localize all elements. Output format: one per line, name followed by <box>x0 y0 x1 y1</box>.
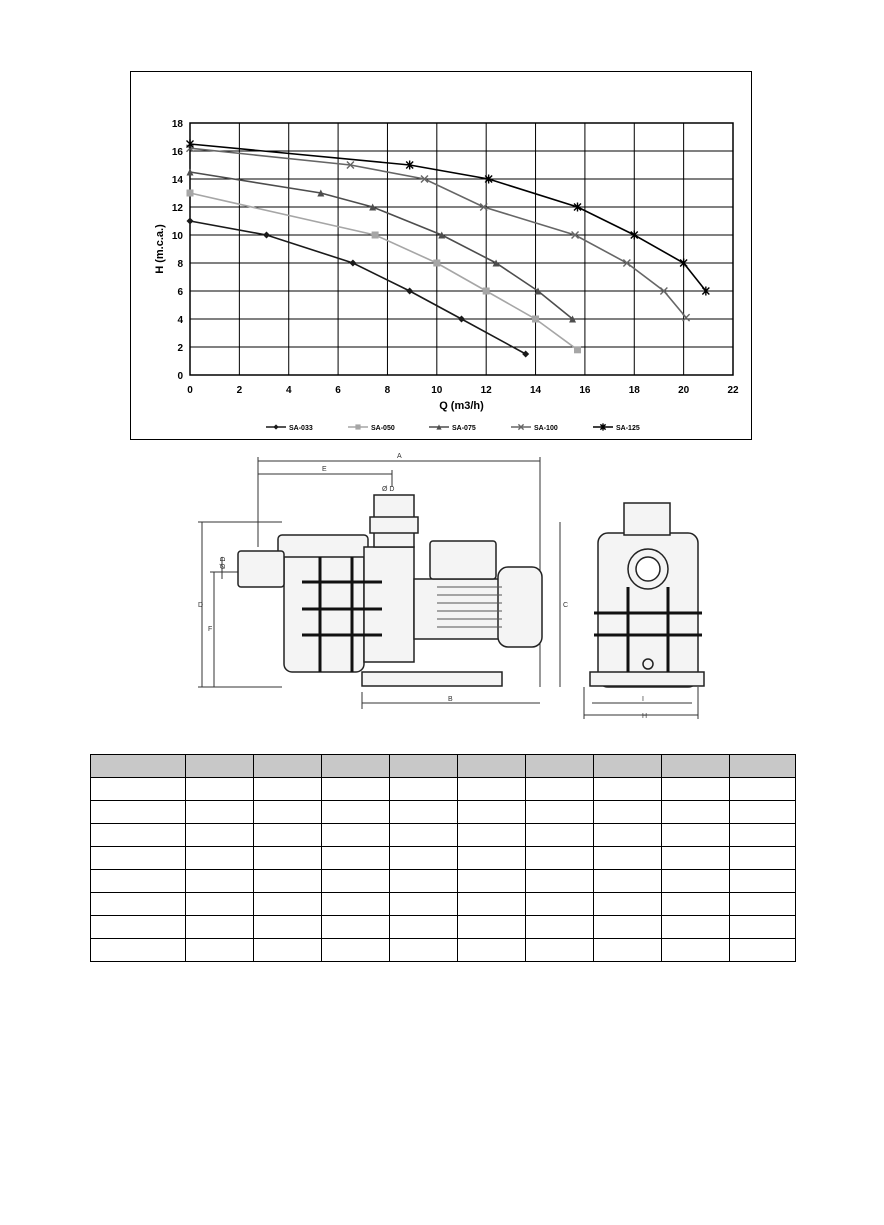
table-cell <box>186 778 254 801</box>
table-cell <box>254 870 322 893</box>
table-cell <box>526 847 594 870</box>
table-cell <box>390 939 458 962</box>
table-cell <box>91 893 186 916</box>
table-cell <box>254 916 322 939</box>
dim-label-f: F <box>208 626 213 633</box>
data-point-sa-050 <box>372 232 379 239</box>
table-cell <box>594 870 662 893</box>
table-cell <box>594 778 662 801</box>
y-tick-label: 16 <box>171 147 183 158</box>
table-cell <box>594 824 662 847</box>
dim-label-diam-left: Ø D <box>220 556 227 569</box>
table-cell <box>662 916 730 939</box>
x-tick-label: 6 <box>335 385 341 396</box>
dim-label-diam-top: Ø D <box>382 486 395 493</box>
table-cell <box>322 893 390 916</box>
legend-label: SA-050 <box>371 425 395 432</box>
table-cell <box>730 893 796 916</box>
x-tick-label: 4 <box>285 385 292 396</box>
table-cell <box>662 824 730 847</box>
table-cell <box>594 801 662 824</box>
dim-label-i: I <box>642 696 644 703</box>
legend-label: SA-125 <box>616 425 640 432</box>
table-row <box>91 847 796 870</box>
table-cell <box>458 893 526 916</box>
table-cell <box>186 847 254 870</box>
x-tick-label: 22 <box>727 385 739 396</box>
table-cell <box>91 916 186 939</box>
y-tick-label: 14 <box>171 175 183 186</box>
table-row <box>91 870 796 893</box>
table-row <box>91 778 796 801</box>
table-cell <box>322 778 390 801</box>
table-row <box>91 893 796 916</box>
table-cell <box>254 847 322 870</box>
table-cell <box>254 778 322 801</box>
table-cell <box>91 939 186 962</box>
table-cell <box>390 801 458 824</box>
table-cell <box>662 939 730 962</box>
table-cell <box>458 847 526 870</box>
table-cell <box>594 939 662 962</box>
performance-chart <box>130 71 752 440</box>
table-cell <box>322 801 390 824</box>
table-cell <box>730 916 796 939</box>
table-cell <box>662 755 730 778</box>
dim-label-a: A <box>397 453 402 460</box>
table-cell <box>186 893 254 916</box>
y-tick-label: 2 <box>177 343 183 354</box>
x-axis-label: Q (m3/h) <box>439 400 484 412</box>
x-tick-label: 8 <box>384 385 391 396</box>
table-cell <box>322 916 390 939</box>
pump-front-view <box>590 503 704 687</box>
table-cell <box>390 847 458 870</box>
table-cell <box>186 870 254 893</box>
plot-area <box>190 123 733 375</box>
chart-canvas <box>131 72 753 441</box>
table-cell <box>186 824 254 847</box>
table-cell <box>186 939 254 962</box>
x-tick-label: 2 <box>236 385 243 396</box>
table-cell <box>730 801 796 824</box>
table-cell <box>662 893 730 916</box>
x-tick-label: 10 <box>431 385 443 396</box>
table-cell <box>390 778 458 801</box>
table-cell <box>322 939 390 962</box>
y-tick-label: 8 <box>177 259 183 270</box>
table-cell <box>186 755 254 778</box>
x-tick-label: 0 <box>187 385 193 396</box>
table-cell <box>730 755 796 778</box>
table-cell <box>254 755 322 778</box>
pump-side-view <box>238 495 542 686</box>
dim-label-b: B <box>448 696 453 703</box>
table-row <box>91 824 796 847</box>
y-tick-label: 12 <box>171 203 183 214</box>
table-cell <box>662 870 730 893</box>
legend-marker <box>273 424 278 429</box>
table-row <box>91 755 796 778</box>
x-tick-label: 14 <box>529 385 542 396</box>
legend-marker <box>355 424 360 429</box>
table-cell <box>594 847 662 870</box>
y-tick-label: 6 <box>177 287 183 298</box>
table-cell <box>662 778 730 801</box>
y-axis-label: H (m.c.a.) <box>154 224 166 274</box>
table-cell <box>458 916 526 939</box>
table-cell <box>186 801 254 824</box>
data-point-sa-050 <box>532 316 539 323</box>
table-cell <box>390 824 458 847</box>
table-cell <box>322 755 390 778</box>
specification-table <box>90 754 796 962</box>
table-cell <box>390 893 458 916</box>
table-cell <box>254 801 322 824</box>
table-cell <box>594 755 662 778</box>
table-cell <box>730 824 796 847</box>
table-cell <box>458 939 526 962</box>
table-cell <box>730 847 796 870</box>
table-cell <box>594 916 662 939</box>
x-tick-label: 12 <box>480 385 492 396</box>
y-tick-label: 0 <box>177 371 183 382</box>
table-cell <box>458 824 526 847</box>
table-cell <box>458 801 526 824</box>
table-cell <box>91 755 186 778</box>
dim-label-e: E <box>322 466 327 473</box>
table-cell <box>91 801 186 824</box>
table-cell <box>91 870 186 893</box>
data-point-sa-050 <box>433 260 440 267</box>
table-cell <box>322 847 390 870</box>
table-cell <box>390 870 458 893</box>
table-cell <box>526 801 594 824</box>
legend-label: SA-075 <box>452 425 476 432</box>
table-cell <box>526 824 594 847</box>
x-tick-label: 18 <box>628 385 640 396</box>
table-cell <box>526 939 594 962</box>
legend-label: SA-100 <box>534 425 558 432</box>
pump-dimension-drawing <box>192 447 712 722</box>
table-cell <box>458 778 526 801</box>
table-row <box>91 916 796 939</box>
table-cell <box>526 778 594 801</box>
table-cell <box>526 755 594 778</box>
table-cell <box>322 824 390 847</box>
table-cell <box>458 870 526 893</box>
table-cell <box>594 893 662 916</box>
table-cell <box>662 847 730 870</box>
data-point-sa-050 <box>574 346 581 353</box>
table-cell <box>526 916 594 939</box>
table-cell <box>91 778 186 801</box>
dim-label-d: D <box>198 602 204 609</box>
y-tick-label: 4 <box>177 315 183 326</box>
table-cell <box>390 916 458 939</box>
legend-label: SA-033 <box>289 425 313 432</box>
table-cell <box>91 847 186 870</box>
data-point-sa-050 <box>483 288 490 295</box>
table-cell <box>322 870 390 893</box>
table-cell <box>390 755 458 778</box>
y-tick-label: 10 <box>171 231 183 242</box>
table-cell <box>254 893 322 916</box>
table-cell <box>254 824 322 847</box>
table-cell <box>526 870 594 893</box>
table-cell <box>254 939 322 962</box>
table-cell <box>186 916 254 939</box>
table-cell <box>730 870 796 893</box>
dim-label-c: C <box>563 602 569 609</box>
x-tick-label: 20 <box>678 385 690 396</box>
y-tick-label: 18 <box>171 119 183 130</box>
table-row <box>91 939 796 962</box>
table-cell <box>730 939 796 962</box>
table-cell <box>526 893 594 916</box>
table-cell <box>91 824 186 847</box>
data-point-sa-050 <box>187 190 194 197</box>
x-tick-label: 16 <box>579 385 591 396</box>
table-row <box>91 801 796 824</box>
table-cell <box>662 801 730 824</box>
table-cell <box>730 778 796 801</box>
table-cell <box>458 755 526 778</box>
dim-label-h: H <box>642 713 648 720</box>
